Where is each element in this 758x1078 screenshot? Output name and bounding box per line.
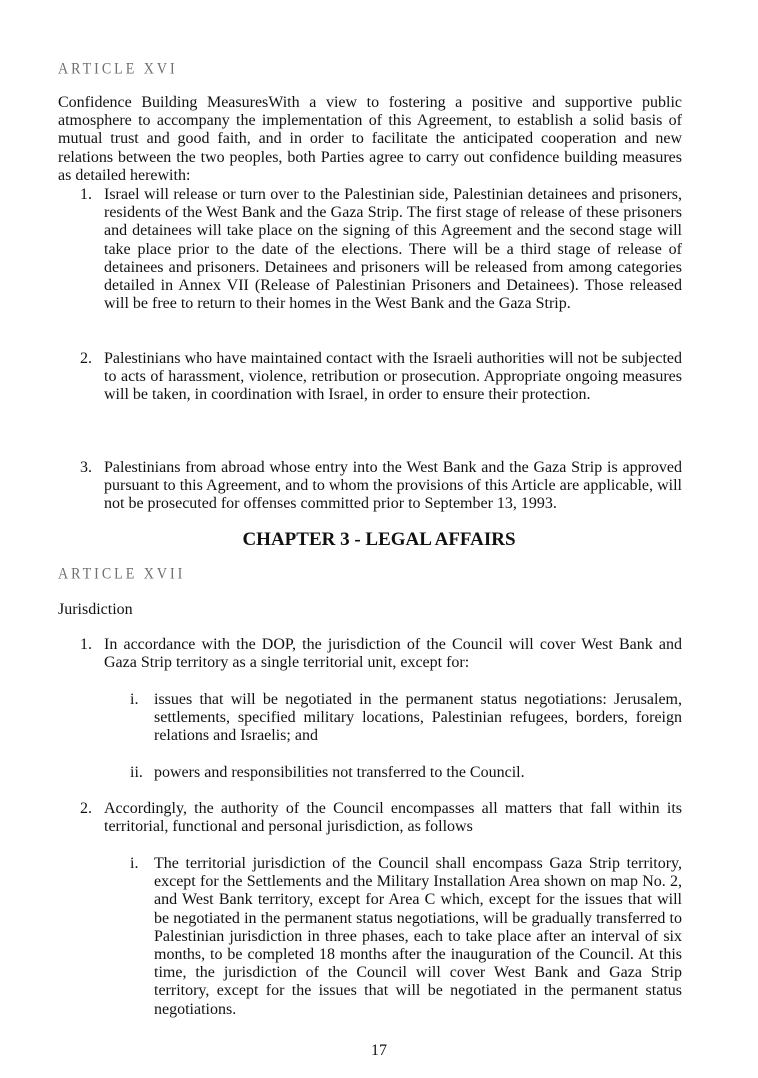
item-text: The territorial jurisdiction of the Council shall encompass Gaza Strip territory, except for the Settlements and the Military Installation Area shown on map No. 2, and West Bank territory, except for Area C which, except for the issues that will be negotiated in the permanent status negotiations, will be gradually transferred to Palestinian jurisdiction in three phases, each to take place after an interval of six months, to be completed 18 months after the inauguration of the Council. At this time, the jurisdiction of the Council will cover West Bank and Gaza Strip territory, except for the issues that will be negotiated in the permanent status negotiations. xyxy=(154,855,682,1018)
item-text: issues that will be negotiated in the permanent status negotiations: Jerusalem, settlements, specified military locations, Palestinian refugees, borders, foreign relations and Israelis; and xyxy=(154,691,682,745)
list-item xyxy=(80,350,682,405)
item-number: 2. xyxy=(80,800,92,817)
sub-list-item xyxy=(130,691,682,746)
article-17-heading xyxy=(58,566,185,584)
page-number: 17 xyxy=(371,1042,387,1059)
item-number: ii. xyxy=(130,764,143,781)
list-item xyxy=(80,636,682,672)
item-number: i. xyxy=(130,691,139,708)
item-text: Accordingly, the authority of the Council encompasses all matters that fall within its territorial, functional and personal jurisdiction, as follows xyxy=(104,800,682,836)
item-text: In accordance with the DOP, the jurisdiction of the Council will cover West Bank and Gaza Strip territory as a single territorial unit, except for: xyxy=(104,636,682,672)
item-number: 1. xyxy=(80,186,92,203)
item-number: 2. xyxy=(80,350,92,367)
list-item xyxy=(80,800,682,836)
article-17-title: Jurisdiction xyxy=(58,601,133,618)
chapter-title: CHAPTER 3 - LEGAL AFFAIRS xyxy=(242,529,516,550)
article-17-heading-text: ARTICLE XVII xyxy=(58,566,186,583)
list-item xyxy=(80,459,682,514)
item-text: Israel will release or turn over to the Palestinian side, Palestinian detainees and prisoners, residents of the West Bank and the Gaza Strip. The first stage of release of these prisoners and detainees will take place on the signing of this Agreement and the second stage will take place prior to the date of the elections. There will be a third stage of release of detainees and prisoners. Detainees and prisoners will be released from among categories detailed in Annex VII (Release of Palestinian Prisoners and Detainees). Those released will be free to return to their homes in the West Bank and the Gaza Strip. xyxy=(104,186,682,313)
article-16-heading xyxy=(58,61,178,79)
item-text: powers and responsibilities not transferred to the Council. xyxy=(154,764,525,781)
item-text: Palestinians who have maintained contact with the Israeli authorities will not be subjected to acts of harassment, violence, retribution or prosecution. Appropriate ongoing measures will be taken, in coordination with Israel, in order to ensure their protection. xyxy=(104,350,682,404)
sub-list-item xyxy=(130,764,682,782)
sub-list-item xyxy=(130,855,682,1019)
item-number: i. xyxy=(130,855,139,872)
item-text: Palestinians from abroad whose entry into the West Bank and the Gaza Strip is approved pursuant to this Agreement, and to whom the provisions of this Article are applicable, will not be prosecuted for offenses committed prior to September 13, 1993. xyxy=(104,459,682,513)
list-item xyxy=(80,186,682,313)
item-number: 1. xyxy=(80,636,92,653)
item-number: 3. xyxy=(80,459,92,476)
article-16-heading-text: ARTICLE XVI xyxy=(58,61,178,78)
article-16-intro: Confidence Building MeasuresWith a view to fostering a positive and supportive public atmosphere to accompany the implementation of this Agreement, to establish a solid basis of mutual trust and good faith, and in order to facilitate the anticipated cooperation and new relations between the two peoples, both Parties agree to carry out confidence building measures as detailed herewith: xyxy=(58,94,682,184)
